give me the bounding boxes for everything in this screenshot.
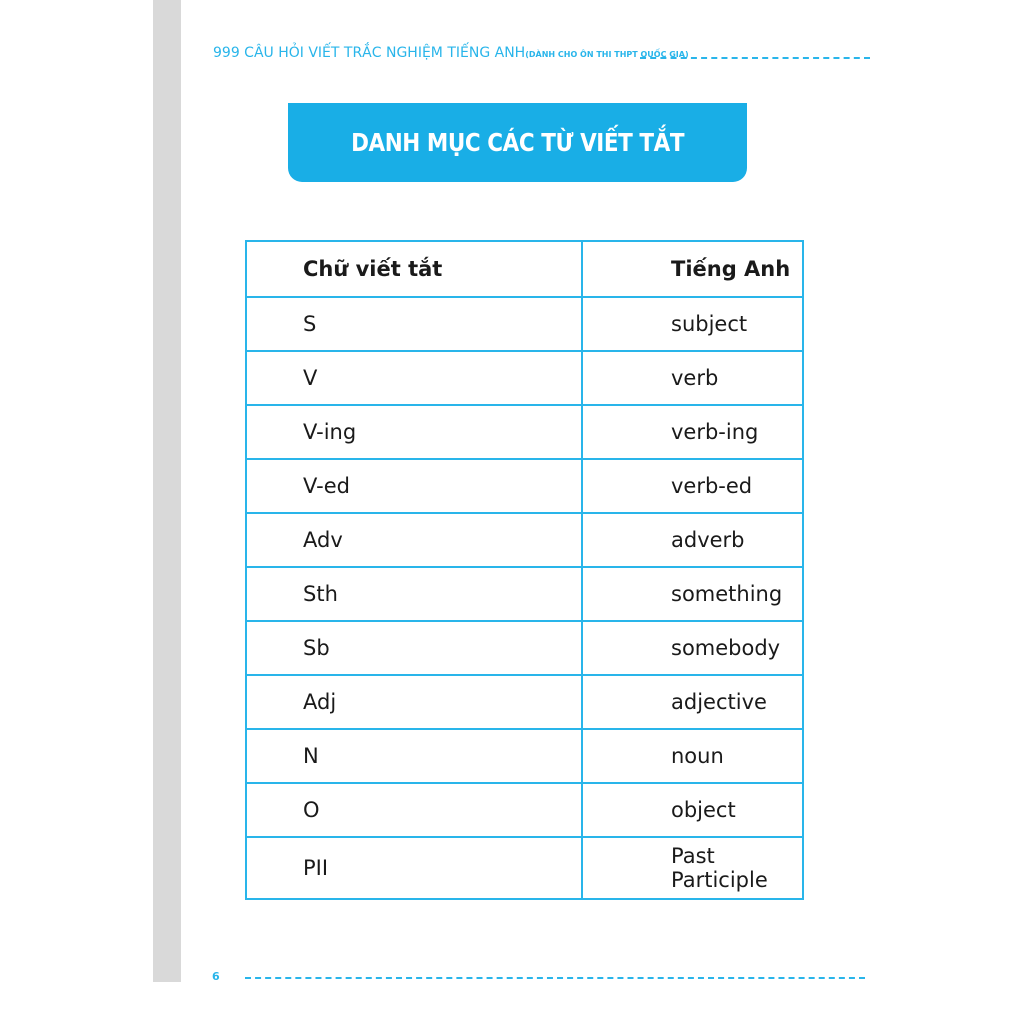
english-term-cell: verb-ed bbox=[582, 459, 803, 513]
english-term-cell: something bbox=[582, 567, 803, 621]
section-banner bbox=[288, 103, 747, 182]
abbreviation-cell: Adj bbox=[246, 675, 582, 729]
table-row bbox=[246, 405, 803, 459]
table-row bbox=[246, 297, 803, 351]
table-row bbox=[246, 729, 803, 783]
abbreviation-cell: Sth bbox=[246, 567, 582, 621]
running-header-title: 999 CÂU HỎI VIẾT TRẮC NGHIỆM TIẾNG ANH bbox=[213, 45, 526, 61]
abbreviation-cell: V bbox=[246, 351, 582, 405]
abbreviation-cell: O bbox=[246, 783, 582, 837]
column-header-english: Tiếng Anh bbox=[582, 241, 803, 297]
table-row bbox=[246, 567, 803, 621]
table-row bbox=[246, 837, 803, 899]
abbreviation-cell: V-ing bbox=[246, 405, 582, 459]
running-header-subtitle: (DÀNH CHO ÔN THI THPT QUỐC GIA) bbox=[525, 50, 689, 59]
table-row bbox=[246, 675, 803, 729]
english-term-cell: noun bbox=[582, 729, 803, 783]
abbreviations-table bbox=[245, 240, 804, 900]
abbreviation-cell: V-ed bbox=[246, 459, 582, 513]
section-title: DANH MỤC CÁC TỪ VIẾT TẮT bbox=[350, 128, 685, 157]
column-header-abbreviation: Chữ viết tắt bbox=[246, 241, 582, 297]
book-spine-strip bbox=[153, 0, 181, 982]
english-term-cell: somebody bbox=[582, 621, 803, 675]
table-row bbox=[246, 621, 803, 675]
english-term-cell: adjective bbox=[582, 675, 803, 729]
table-row bbox=[246, 351, 803, 405]
english-term-cell: adverb bbox=[582, 513, 803, 567]
english-term-cell: verb-ing bbox=[582, 405, 803, 459]
english-term-cell: object bbox=[582, 783, 803, 837]
running-header bbox=[213, 45, 689, 61]
abbreviation-cell: Adv bbox=[246, 513, 582, 567]
abbreviation-cell: N bbox=[246, 729, 582, 783]
page-number: 6 bbox=[212, 970, 220, 983]
table-row bbox=[246, 513, 803, 567]
english-term-cell: Past Participle bbox=[582, 837, 803, 899]
header-dashed-rule bbox=[640, 57, 870, 59]
table-row bbox=[246, 459, 803, 513]
abbreviation-cell: Sb bbox=[246, 621, 582, 675]
footer-dashed-rule bbox=[245, 977, 865, 979]
abbreviation-cell: S bbox=[246, 297, 582, 351]
english-term-cell: subject bbox=[582, 297, 803, 351]
table-row bbox=[246, 783, 803, 837]
table-header-row bbox=[246, 241, 803, 297]
english-term-cell: verb bbox=[582, 351, 803, 405]
abbreviation-cell: PII bbox=[246, 837, 582, 899]
